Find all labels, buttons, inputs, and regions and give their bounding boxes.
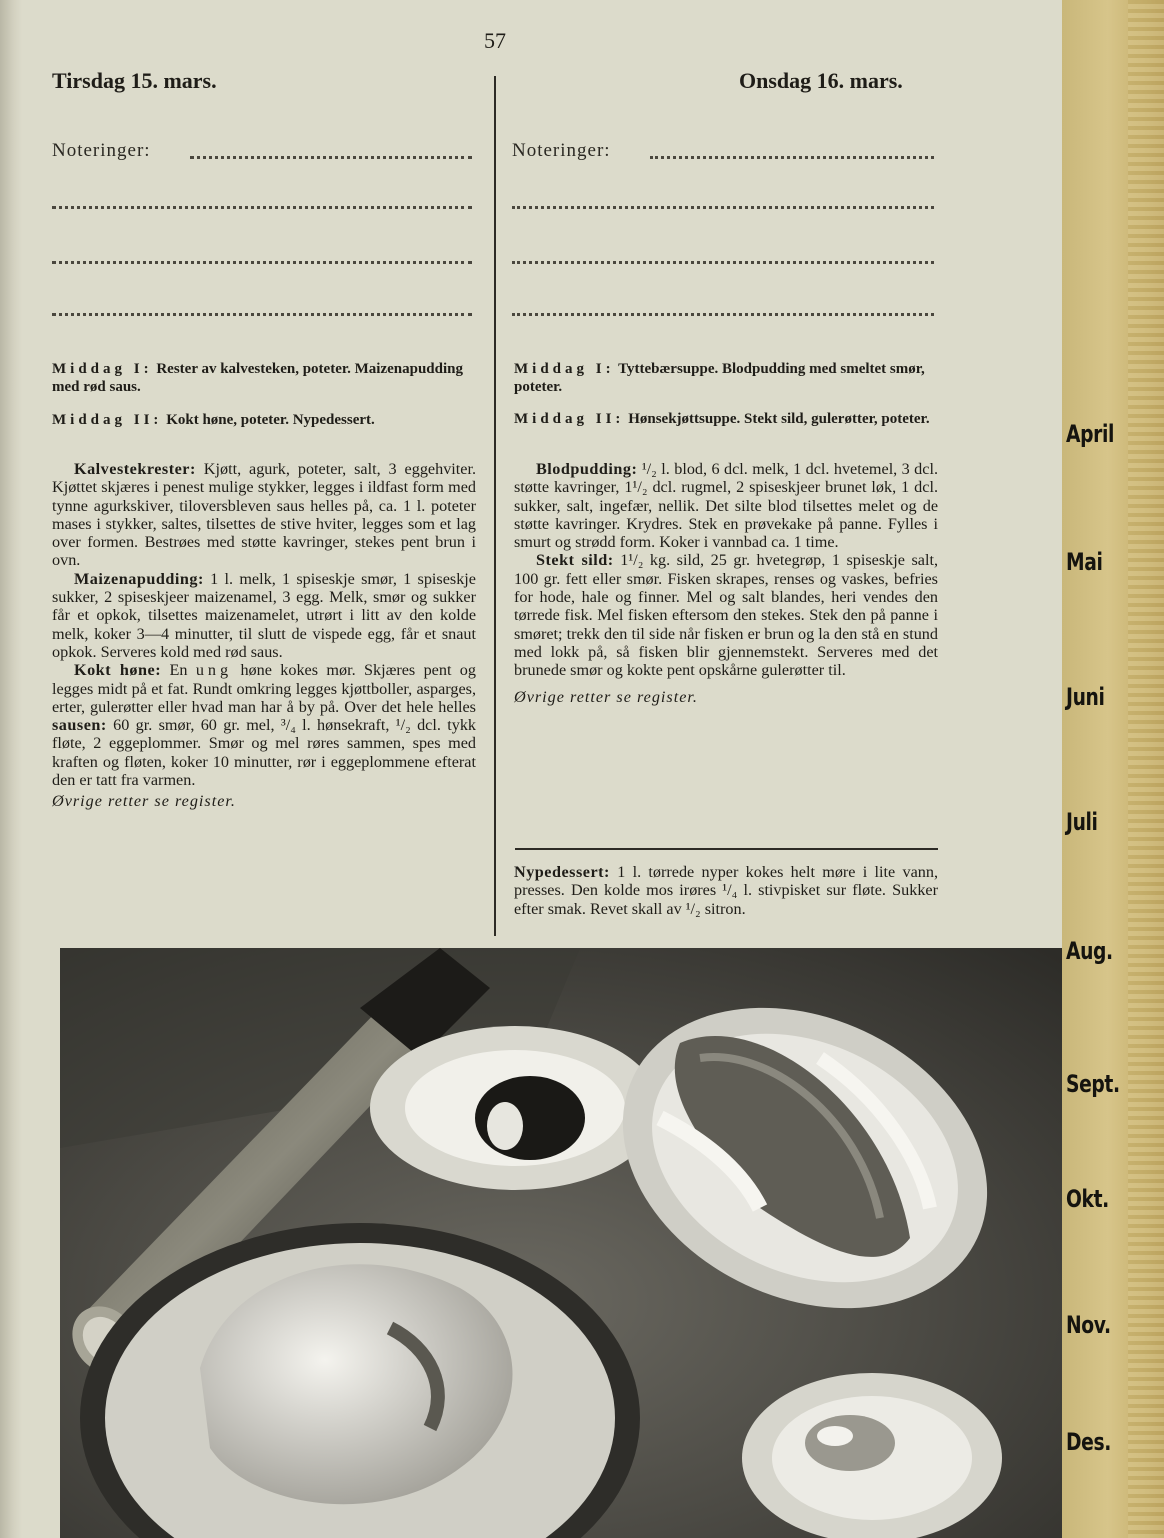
recipe-text: ¹/₂ l. blod, 6 dcl. melk, 1 dcl. hvetemel, 3 dcl. støtte kavringer, 1¹/₂ dcl. rugmel, 2 spiseskjeer brunet løk, 1 dcl. sukker, salt, ingefær, nellik. Det silte blod tilsettes melet og de støtte kavringer. Krydres. Stek en prøvekake på panne. Fylles i smurt og strødd form. Koker i vannbad ca. 1 time. <box>514 460 939 552</box>
notes-line-right-1[interactable] <box>650 156 934 159</box>
tab-edge-texture <box>1128 0 1164 1538</box>
notes-label-left: Noteringer: <box>52 140 151 161</box>
month-tab-aug[interactable]: Aug. <box>1066 937 1113 965</box>
recipe-title: Kalvestekrester: <box>74 460 196 478</box>
recipe-kalvestekrester <box>52 460 476 570</box>
notes-line-left-2[interactable] <box>52 206 472 209</box>
recipe-title: Maizenapudding: <box>74 569 204 588</box>
dinner-1-text: Tyttebærsuppe. Blodpudding med smeltet smør, poteter. <box>514 361 925 395</box>
recipe-text: 1 l. melk, 1 spiseskje smør, 1 spiseskje sukker, 2 spiseskjeer maizenamel, 3 egg. Melk, smør og sukker får et opkok, tilsettes maizenamelet, utrørt i litt av den kolde melk, koker 3—4 minutter, til slutt de vispede egg, får et snaut opkok. Serveres kold med rød saus. <box>52 569 476 661</box>
month-tab-des[interactable]: Des. <box>1066 1428 1111 1456</box>
recipe-title: Nypedessert: <box>514 863 610 881</box>
month-tab-sept[interactable]: Sept. <box>1066 1070 1120 1098</box>
dinner-1-left <box>52 360 476 396</box>
recipe-title: Kokt høne: <box>74 661 162 680</box>
dinner-2-label: Middag II: <box>52 412 163 428</box>
recipe-title: Blodpudding: <box>536 460 638 478</box>
dinner-2-label: Middag II: <box>514 411 625 427</box>
small-bowl-top <box>370 1026 660 1190</box>
food-photo-illustration <box>60 948 1064 1538</box>
month-tab-okt[interactable]: Okt. <box>1066 1185 1109 1213</box>
column-divider <box>494 76 496 936</box>
notes-line-right-2[interactable] <box>512 206 934 209</box>
recipe-nypedessert <box>514 863 938 918</box>
recipe-text: 1 l. tørrede nyper kokes helt møre i lite vann, presses. Den kolde mos irøres ¹/₄ l. stivpisket sur fløte. Sukker efter smak. Revet skall av ¹/₂ sitron. <box>514 863 938 918</box>
month-tab-nov[interactable]: Nov. <box>1066 1311 1111 1339</box>
month-tab-juni[interactable]: Juni <box>1066 683 1105 711</box>
dinner-2-left <box>52 411 476 429</box>
section-rule <box>515 848 938 850</box>
notes-label-right: Noteringer: <box>512 140 611 161</box>
recipes-right <box>514 460 938 706</box>
emphasis-ung: ung <box>195 661 233 680</box>
notes-line-left-3[interactable] <box>52 261 472 264</box>
month-tab-juli[interactable]: Juli <box>1066 808 1098 836</box>
emphasis-sausen: sausen: <box>52 716 107 735</box>
dinner-2-right <box>514 410 938 428</box>
dinner-1-text: Rester av kalvesteken, poteter. Maizenapudding med rød saus. <box>52 361 464 395</box>
recipe-blodpudding <box>514 460 938 551</box>
see-register-right: Øvrige retter se register. <box>514 687 698 706</box>
dinner-2-text: Hønsekjøttsuppe. Stekt sild, gulerøtter, poteter. <box>628 411 930 427</box>
date-heading-right: Onsdag 16. mars. <box>739 68 903 93</box>
date-heading-left: Tirsdag 15. mars. <box>52 68 217 93</box>
dinner-2-text: Kokt høne, poteter. Nypedessert. <box>166 412 375 428</box>
dinner-1-label: Middag I: <box>514 361 615 377</box>
month-tab-april[interactable]: April <box>1066 420 1115 448</box>
recipe-text: Kjøtt, agurk, poteter, salt, 3 eggehviter. Kjøttet skjæres i penest mulige stykker, legges i ildfast form med tynne agurkskiver, tiloversbleven saus helles på, ca. 1 l. poteter mases i stykker, saltes, tilsettes de stive hviter, legges som et lag over formen. Bestrøes med støtte kavringer, stekes pent brun i ovn. <box>52 460 477 570</box>
recipe-text: 1¹/₂ kg. sild, 25 gr. hvetegrøp, 1 spiseskje salt, 100 gr. fett eller smør. Fisken skrapes, renses og vaskes, befries for hode, hale og finner. Mel og salt blandes, heri vendes den tørrede fisk. Mel fisken eftersom den stekes. Stek den på panne i smøret; trekk den til side når fisken er brun og la den stå en stund med lokk på, så fisken blir gjennemstekt. Serveres med det brunede smør og kokte pent opskårne gulerøtter til. <box>514 551 938 680</box>
book-spine-shadow <box>0 0 22 1538</box>
dinner-1-label: Middag I: <box>52 361 153 377</box>
recipes-left <box>52 460 476 811</box>
recipe-title: Stekt sild: <box>536 551 614 570</box>
recipe-kokt-hone: Kokt høne: En ung høne kokes mør. Skjæres pent og legges midt på et fat. Rundt omkring legges kjøttboller, asparges, erter, gulerøtter eller hvad man har å by på. Over det hele helles sausen: 60 gr. smør, 60 gr. mel, ³/₄ l. hønsekraft, ¹/₂ dcl. tykk fløte, 2 eggeplommer. Smør og mel røres sammen, spes med kraften og fløten, koker 10 minutter, rør i eggeplommene efterat den er tatt fra varmen. <box>52 661 477 790</box>
notes-line-left-1[interactable] <box>190 156 472 159</box>
dinner-1-right <box>514 360 938 396</box>
notes-line-right-3[interactable] <box>512 261 934 264</box>
see-register-left: Øvrige retter se register. <box>52 792 236 811</box>
month-tab-mai[interactable]: Mai <box>1066 548 1103 576</box>
food-photograph <box>60 948 1064 1538</box>
notes-line-right-4[interactable] <box>512 313 934 316</box>
page-number: 57 <box>484 28 506 53</box>
recipe-stekt-sild <box>514 551 938 679</box>
recipe-maizenapudding <box>52 570 476 661</box>
recipes-right-bottom <box>514 863 938 918</box>
notes-line-left-4[interactable] <box>52 313 472 316</box>
small-bowl-bottom <box>742 1373 1002 1538</box>
